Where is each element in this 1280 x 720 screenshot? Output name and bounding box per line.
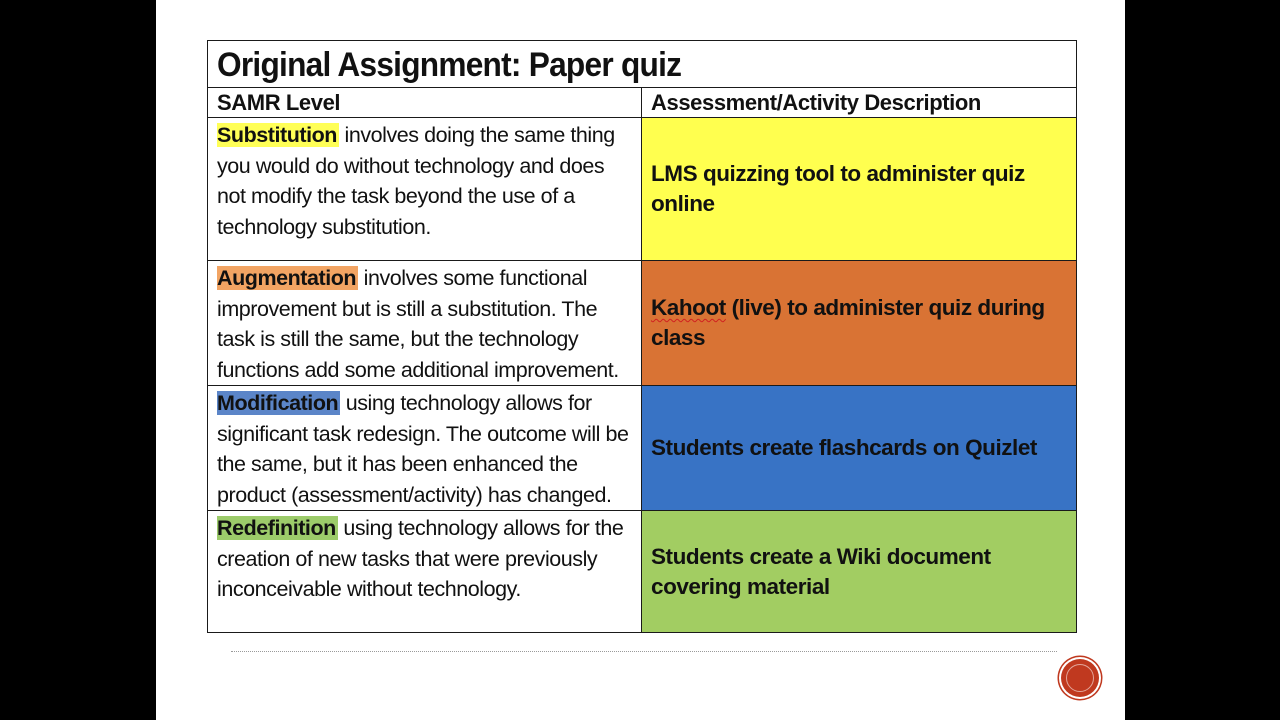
activity-cell-redefinition — [642, 511, 1077, 633]
header-row — [208, 88, 1077, 118]
activity-text: Students create flashcards on Quizlet — [651, 435, 1037, 460]
activity-cell-substitution — [642, 118, 1077, 261]
samr-term-substitution: Substitution — [217, 123, 337, 147]
activity-cell-modification — [642, 386, 1077, 511]
samr-term-redefinition: Redefinition — [217, 516, 336, 540]
samr-term-augmentation: Augmentation — [217, 266, 357, 290]
table-row-substitution — [208, 118, 1077, 261]
title-row — [208, 41, 1077, 88]
description-text: involves doing the same thing you would do without technology and does not modify the task beyond the use of a technology substitution. — [217, 123, 615, 239]
table-title: Original Assignment: Paper quiz — [208, 41, 1077, 88]
footer-divider — [231, 651, 1057, 652]
samr-term-modification: Modification — [217, 391, 339, 415]
description-cell — [208, 118, 642, 261]
description-cell — [208, 261, 642, 386]
header-samr-level: SAMR Level — [208, 88, 642, 118]
description-text: using technology allows for significant task redesign. The outcome will be the same, but it has been enhanced the product (assessment/activity) has changed. — [217, 391, 629, 507]
table-row-augmentation — [208, 261, 1077, 386]
header-activity-description: Assessment/Activity Description — [642, 88, 1077, 118]
samr-table — [207, 40, 1077, 633]
table-row-modification — [208, 386, 1077, 511]
slide — [156, 0, 1125, 720]
activity-text: LMS quizzing tool to administer quiz online — [651, 161, 1025, 216]
activity-cell-augmentation — [642, 261, 1077, 386]
spellcheck-flagged-word: Kahoot — [651, 295, 726, 320]
activity-text: (live) to administer quiz during class — [651, 295, 1045, 350]
description-cell — [208, 386, 642, 511]
slide-nav-button[interactable] — [1061, 659, 1099, 697]
description-text: involves some functional improvement but is still a substitution. The task is still the same, but the technology functions add some additional improvement. — [217, 266, 619, 382]
description-cell — [208, 511, 642, 633]
circle-icon — [1066, 664, 1094, 692]
activity-text: Students create a Wiki document covering material — [651, 543, 991, 599]
table-row-redefinition — [208, 511, 1077, 633]
description-text: using technology allows for the creation of new tasks that were previously inconceivable without technology. — [217, 516, 624, 601]
